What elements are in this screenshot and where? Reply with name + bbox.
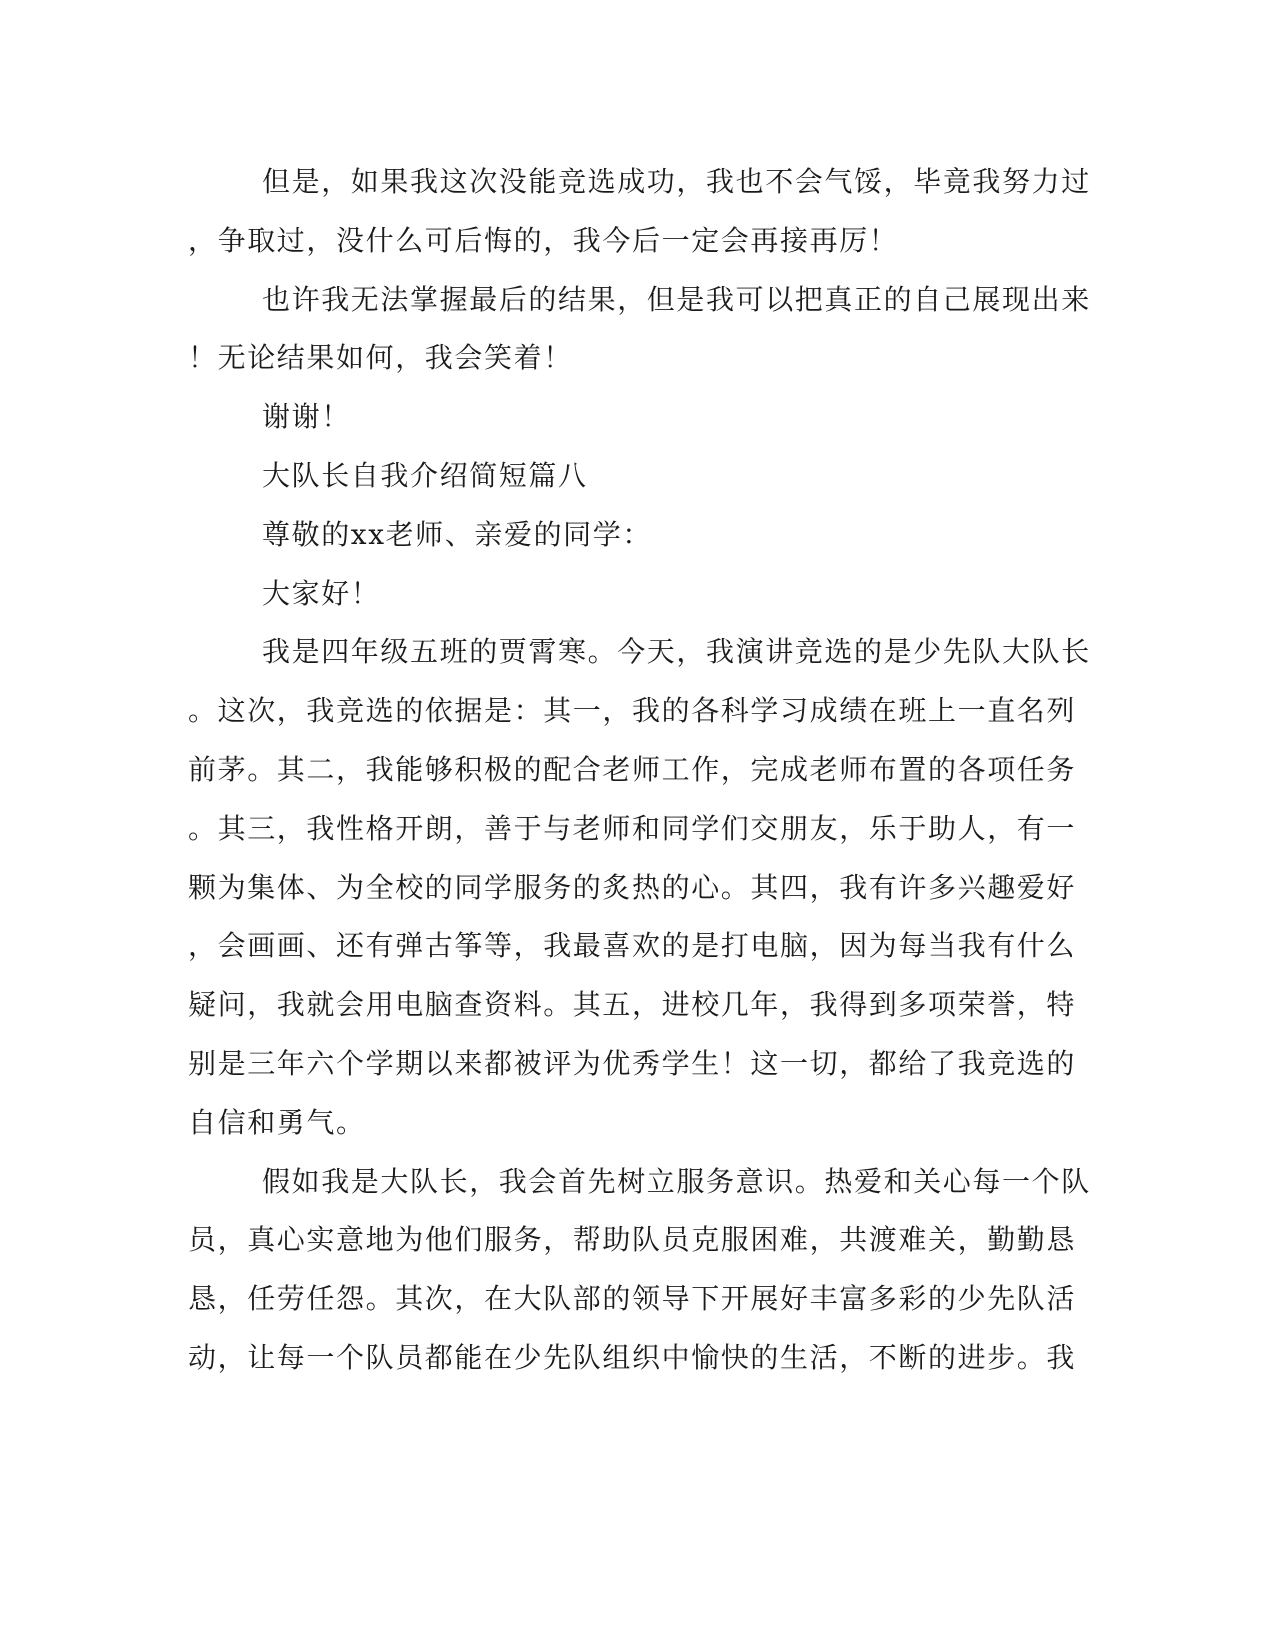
- paragraph-line: 疑问，我就会用电脑查资料。其五，进校几年，我得到多项荣誉，特: [188, 988, 1077, 1021]
- paragraph-line: 动，让每一个队员都能在少先队组织中愉快的生活，不断的进步。我: [188, 1341, 1077, 1374]
- paragraph-line: ！无论结果如何，我会笑着！: [188, 341, 573, 374]
- paragraph-line: ，争取过，没什么可后悔的，我今后一定会再接再厉！: [188, 224, 899, 257]
- paragraph-line: 恳，任劳任怨。其次，在大队部的领导下开展好丰富多彩的少先队活: [188, 1282, 1077, 1315]
- paragraph-line: 但是，如果我这次没能竞选成功，我也不会气馁，毕竟我努力过: [262, 165, 1091, 198]
- paragraph-line: 别是三年六个学期以来都被评为优秀学生！这一切，都给了我竞选的: [188, 1047, 1077, 1080]
- salutation-line: 尊敬的xx老师、亲爱的同学：: [262, 518, 652, 551]
- closing-line: 谢谢！: [262, 400, 351, 433]
- paragraph-line: 也许我无法掌握最后的结果，但是我可以把真正的自己展现出来: [262, 283, 1091, 316]
- paragraph-line: 假如我是大队长，我会首先树立服务意识。热爱和关心每一个队: [262, 1165, 1091, 1198]
- paragraph-line: 自信和勇气。: [188, 1106, 366, 1139]
- paragraph-line: 。这次，我竞选的依据是：其一，我的各科学习成绩在班上一直名列: [188, 694, 1077, 727]
- paragraph-line: ，会画画、还有弹古筝等，我最喜欢的是打电脑，因为每当我有什么: [188, 929, 1077, 962]
- paragraph-line: 前茅。其二，我能够积极的配合老师工作，完成老师布置的各项任务: [188, 753, 1077, 786]
- paragraph-line: 。其三，我性格开朗，善于与老师和同学们交朋友，乐于助人，有一: [188, 812, 1077, 845]
- paragraph-line: 颗为集体、为全校的同学服务的炙热的心。其四，我有许多兴趣爱好: [188, 871, 1077, 904]
- paragraph-line: 我是四年级五班的贾霄寒。今天，我演讲竞选的是少先队大队长: [262, 635, 1091, 668]
- section-heading: 大队长自我介绍简短篇八: [262, 459, 588, 492]
- paragraph-line: 员，真心实意地为他们服务，帮助队员克服困难，共渡难关，勤勤恳: [188, 1223, 1077, 1256]
- greeting-line: 大家好！: [262, 577, 381, 610]
